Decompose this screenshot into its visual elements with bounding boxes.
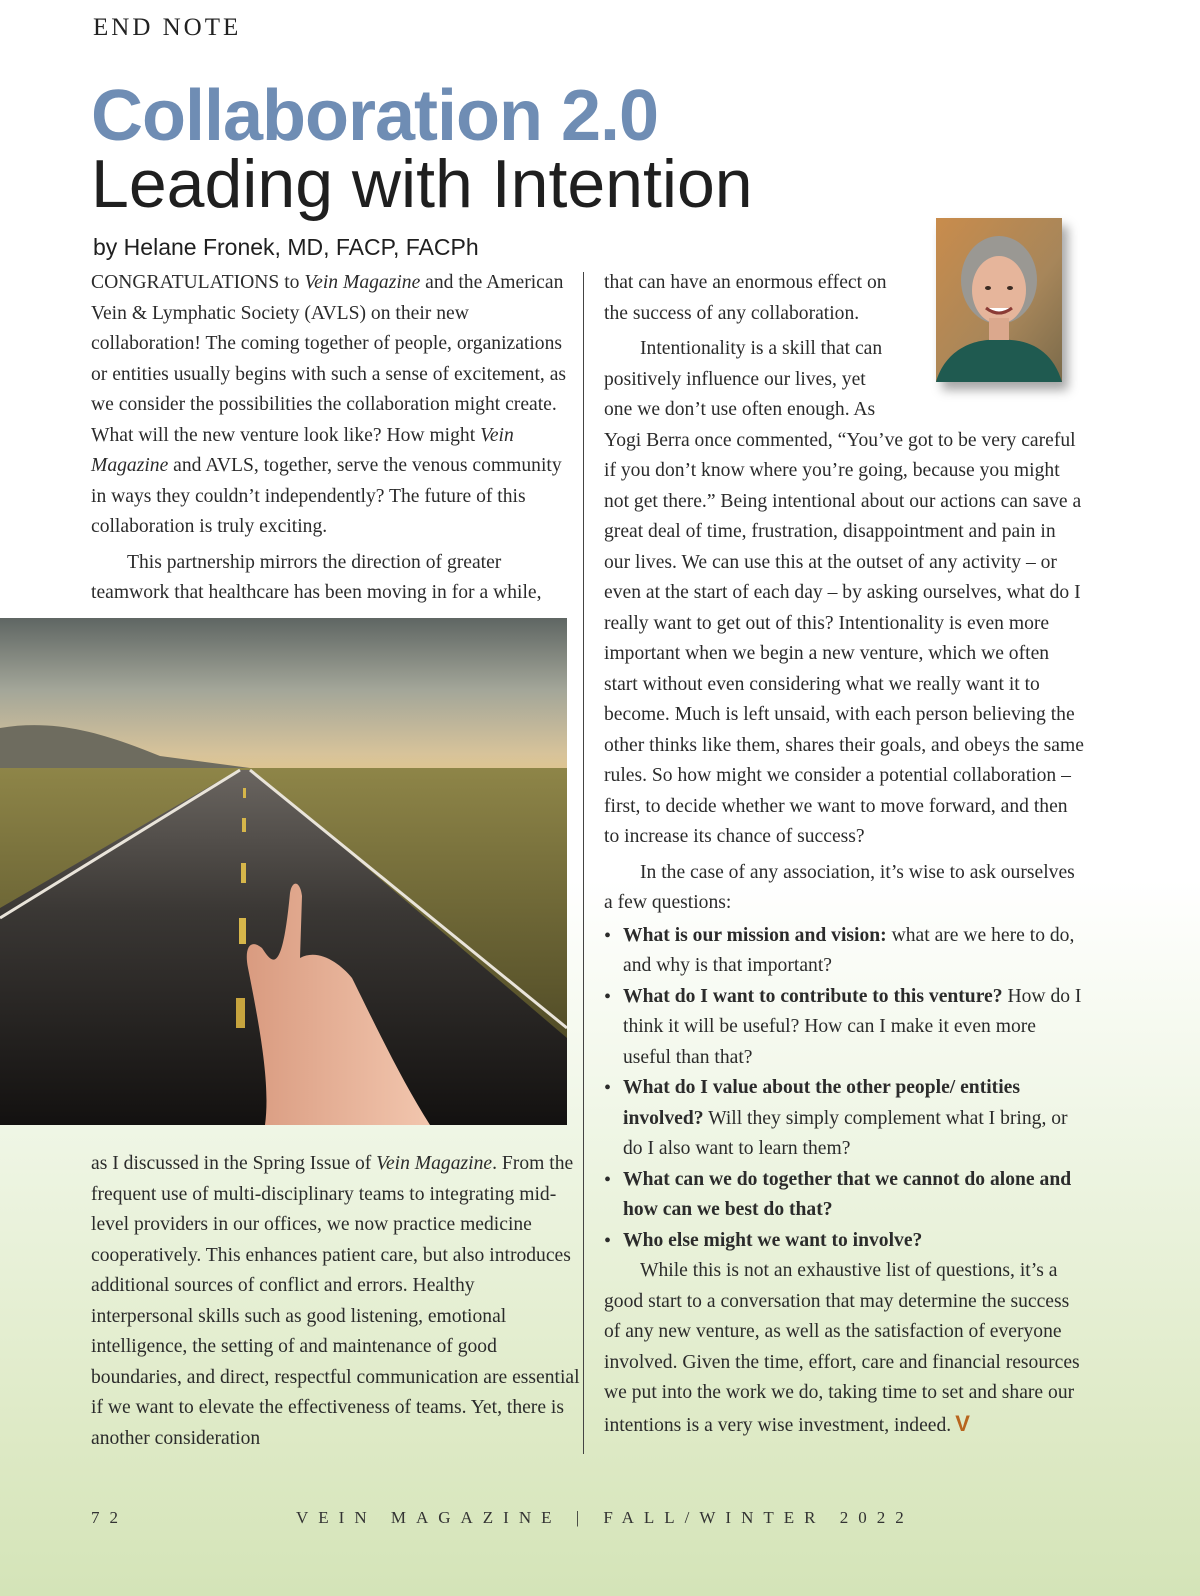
- paragraph: CONGRATULATIONS to Vein Magazine and the American Vein & Lymphatic Society (AVLS) on their new collaboration! The coming together of people, organizations or entities usually begins with such a sense of excitement, as we consider the possibilities the collaboration might create. What will the new venture look like? How might Vein Magazine and AVLS, together, serve the venous community in ways they couldn’t independently? The future of this collaboration is truly exciting.: [91, 272, 567, 537]
- article-title: Collaboration 2.0: [91, 76, 659, 156]
- page-number: 72: [91, 1508, 128, 1527]
- byline: by Helane Fronek, MD, FACP, FACPh: [93, 234, 479, 260]
- list-item: • Who else might we want to involve?: [604, 1226, 1084, 1257]
- footer-publication: VEIN MAGAZINE | FALL/WINTER 2022: [296, 1508, 914, 1527]
- road-photo: [0, 618, 567, 1125]
- right-column: [604, 268, 1084, 1441]
- paragraph: as I discussed in the Spring Issue of Vein Magazine. From the frequent use of multi-disciplinary teams to integrating mid-level providers in our offices, we now practice medicine cooperatively. This enhances patient care, but also introduces additional sources of conflict and errors. Healthy interpersonal skills such as good listening, emotional intelligence, the setting of and maintenance of good boundaries, and direct, respectful communication are essential if we want to elevate the effectiveness of teams. Yet, there is another consideration: [91, 1153, 580, 1449]
- column-divider: [583, 272, 584, 1454]
- paragraph: Intentionality is a skill that can positively influence our lives, yet one we don’t use often enough. As Yogi Berra once commented, “You’ve got to be very careful if you don’t know where you’re going, because you might not get there.” Being intentional about our actions can save a great deal of time, frustration, disappointment and pain in our lives. We can use this at the outset of any activity – or even at the start of each day – by asking ourselves, what do I really want to get out of this? Intentionality is even more important when we begin a new venture, which we often start without even considering what we really want it to become. Much is left unsaid, with each person believing the other thinks like them, shares their goals, and obeys the same rules. So how might we consider a potential collaboration – first, to decide whether we want to move forward, and then to increase its chance of success?: [604, 338, 1084, 847]
- list-item: • What is our mission and vision: what are we here to do, and why is that important?: [604, 921, 1084, 982]
- paragraph: In the case of any association, it’s wise to ask ourselves a few questions:: [604, 861, 1075, 913]
- end-mark-icon: V: [955, 1410, 970, 1436]
- question-list: [604, 921, 1084, 1257]
- article-subtitle: Leading with Intention: [91, 146, 753, 222]
- left-column-top: [91, 268, 581, 609]
- list-item: • What do I want to contribute to this venture? How do I think it will be useful? How can I make it even more useful than that?: [604, 982, 1084, 1074]
- list-item: • What can we do together that we cannot do alone and how can we best do that?: [604, 1165, 1084, 1226]
- left-column-bottom: [91, 1149, 581, 1454]
- paragraph: This partnership mirrors the direction of greater teamwork that healthcare has been moving in for a while,: [91, 551, 542, 603]
- paragraph: that can have an enormous effect on the success of any collaboration.: [604, 272, 887, 324]
- section-label: END NOTE: [93, 14, 242, 41]
- list-item: • What do I value about the other people/ entities involved? Will they simply complement what I bring, or do I also want to learn them?: [604, 1073, 1084, 1165]
- paragraph: While this is not an exhaustive list of questions, it’s a good start to a conversation that may determine the success of any new venture, as well as the satisfaction of everyone involved. Given the time, effort, care and financial resources we put into the work we do, taking time to set and share our intentions is a very wise investment, indeed. V: [604, 1260, 1080, 1436]
